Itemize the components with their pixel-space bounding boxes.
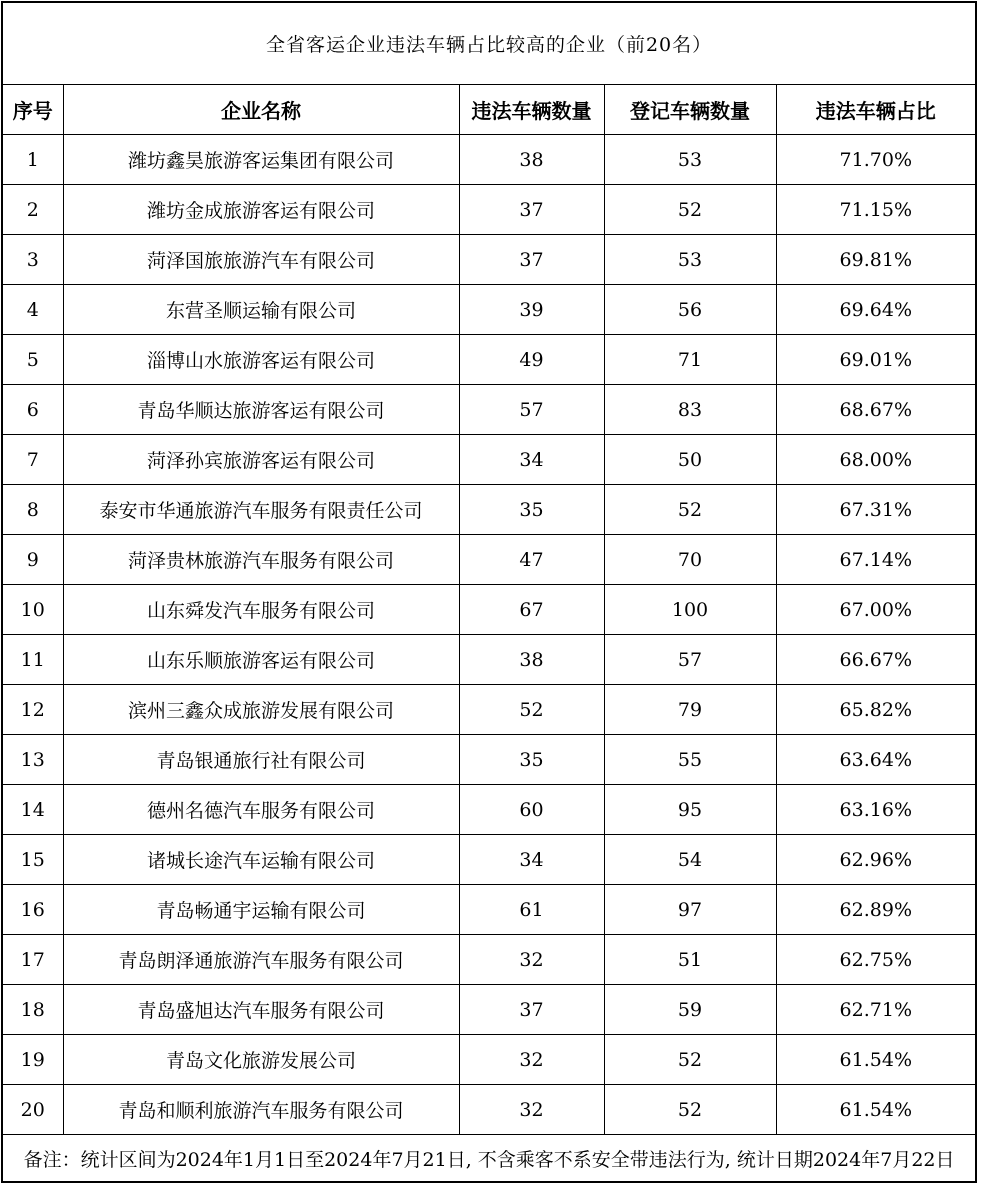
company-name-cell: 山东舜发汽车服务有限公司 [63,585,459,635]
registered-count-cell: 83 [604,385,776,435]
company-name-cell: 青岛和顺利旅游汽车服务有限公司 [63,1085,459,1135]
table-row [2,1035,976,1085]
row-index-cell: 15 [2,835,63,885]
table-row [2,485,976,535]
company-name-cell: 青岛盛旭达汽车服务有限公司 [63,985,459,1035]
illegal-ratio-cell: 68.67% [776,385,976,435]
table-row [2,635,976,685]
table-row [2,885,976,935]
table-row [2,535,976,585]
registered-count-cell: 52 [604,485,776,535]
registered-count-cell: 53 [604,235,776,285]
company-name-cell: 德州名德汽车服务有限公司 [63,785,459,835]
illegal-ratio-cell: 69.01% [776,335,976,385]
row-index-cell: 20 [2,1085,63,1135]
company-name-cell: 青岛文化旅游发展公司 [63,1035,459,1085]
illegal-ratio-cell: 62.96% [776,835,976,885]
table-row [2,235,976,285]
table-row [2,385,976,435]
illegal-count-cell: 67 [459,585,604,635]
registered-count-cell: 56 [604,285,776,335]
column-header-index: 序号 [2,85,63,135]
table-row [2,685,976,735]
row-index-cell: 6 [2,385,63,435]
company-name-cell: 青岛银通旅行社有限公司 [63,735,459,785]
row-index-cell: 7 [2,435,63,485]
illegal-count-cell: 37 [459,235,604,285]
registered-count-cell: 57 [604,635,776,685]
illegal-count-cell: 61 [459,885,604,935]
illegal-count-cell: 34 [459,435,604,485]
registered-count-cell: 55 [604,735,776,785]
row-index-cell: 8 [2,485,63,535]
title-row [2,2,976,85]
illegal-ratio-cell: 62.89% [776,885,976,935]
illegal-count-cell: 60 [459,785,604,835]
company-name-cell: 青岛华顺达旅游客运有限公司 [63,385,459,435]
illegal-ratio-cell: 63.64% [776,735,976,785]
illegal-ratio-cell: 62.75% [776,935,976,985]
illegal-ratio-cell: 65.82% [776,685,976,735]
illegal-count-cell: 37 [459,985,604,1035]
illegal-count-cell: 32 [459,935,604,985]
row-index-cell: 1 [2,135,63,185]
illegal-count-cell: 37 [459,185,604,235]
table-header-row [2,85,976,135]
table-row [2,785,976,835]
row-index-cell: 3 [2,235,63,285]
column-header-illegal-ratio: 违法车辆占比 [776,85,976,135]
row-index-cell: 19 [2,1035,63,1085]
table-row [2,135,976,185]
registered-count-cell: 50 [604,435,776,485]
table-row [2,985,976,1035]
illegal-ratio-cell: 71.70% [776,135,976,185]
company-name-cell: 菏泽孙宾旅游客运有限公司 [63,435,459,485]
registered-count-cell: 52 [604,1035,776,1085]
registered-count-cell: 51 [604,935,776,985]
registered-count-cell: 100 [604,585,776,635]
row-index-cell: 16 [2,885,63,935]
table-body [2,135,976,1135]
illegal-count-cell: 38 [459,135,604,185]
illegal-count-cell: 38 [459,635,604,685]
registered-count-cell: 97 [604,885,776,935]
registered-count-cell: 70 [604,535,776,585]
illegal-ratio-cell: 62.71% [776,985,976,1035]
registered-count-cell: 95 [604,785,776,835]
company-name-cell: 菏泽贵林旅游汽车服务有限公司 [63,535,459,585]
illegal-count-cell: 57 [459,385,604,435]
company-name-cell: 青岛朗泽通旅游汽车服务有限公司 [63,935,459,985]
company-name-cell: 潍坊鑫昊旅游客运集团有限公司 [63,135,459,185]
registered-count-cell: 52 [604,1085,776,1135]
illegal-ratio-cell: 63.16% [776,785,976,835]
table-row [2,935,976,985]
table-row [2,1085,976,1135]
company-name-cell: 诸城长途汽车运输有限公司 [63,835,459,885]
table-row [2,185,976,235]
table-row [2,435,976,485]
row-index-cell: 5 [2,335,63,385]
table-row [2,335,976,385]
registered-count-cell: 59 [604,985,776,1035]
company-name-cell: 菏泽国旅旅游汽车有限公司 [63,235,459,285]
illegal-ratio-cell: 67.14% [776,535,976,585]
company-name-cell: 东营圣顺运输有限公司 [63,285,459,335]
ranking-table [1,1,977,1183]
illegal-ratio-cell: 69.81% [776,235,976,285]
illegal-ratio-cell: 67.31% [776,485,976,535]
column-header-company-name: 企业名称 [63,85,459,135]
registered-count-cell: 71 [604,335,776,385]
company-name-cell: 滨州三鑫众成旅游发展有限公司 [63,685,459,735]
registered-count-cell: 53 [604,135,776,185]
illegal-count-cell: 32 [459,1035,604,1085]
illegal-count-cell: 35 [459,735,604,785]
row-index-cell: 13 [2,735,63,785]
illegal-count-cell: 52 [459,685,604,735]
row-index-cell: 10 [2,585,63,635]
illegal-ratio-cell: 69.64% [776,285,976,335]
company-name-cell: 山东乐顺旅游客运有限公司 [63,635,459,685]
footnote: 备注：统计区间为2024年1月1日至2024年7月21日, 不含乘客不系安全带违法行为, 统计日期2024年7月22日 [2,1135,976,1183]
footnote-row [2,1135,976,1183]
illegal-count-cell: 32 [459,1085,604,1135]
row-index-cell: 9 [2,535,63,585]
row-index-cell: 2 [2,185,63,235]
table-row [2,585,976,635]
illegal-count-cell: 49 [459,335,604,385]
illegal-count-cell: 35 [459,485,604,535]
illegal-ratio-cell: 67.00% [776,585,976,635]
table-row [2,285,976,335]
illegal-count-cell: 34 [459,835,604,885]
illegal-ratio-cell: 66.67% [776,635,976,685]
table-row [2,835,976,885]
registered-count-cell: 54 [604,835,776,885]
report-sheet [1,1,975,1183]
page-title: 全省客运企业违法车辆占比较高的企业（前20名） [2,2,976,85]
registered-count-cell: 52 [604,185,776,235]
illegal-ratio-cell: 71.15% [776,185,976,235]
column-header-illegal-count: 违法车辆数量 [459,85,604,135]
row-index-cell: 18 [2,985,63,1035]
illegal-ratio-cell: 61.54% [776,1035,976,1085]
company-name-cell: 潍坊金成旅游客运有限公司 [63,185,459,235]
row-index-cell: 11 [2,635,63,685]
illegal-count-cell: 39 [459,285,604,335]
row-index-cell: 12 [2,685,63,735]
company-name-cell: 青岛畅通宇运输有限公司 [63,885,459,935]
company-name-cell: 泰安市华通旅游汽车服务有限责任公司 [63,485,459,535]
illegal-ratio-cell: 68.00% [776,435,976,485]
table-row [2,735,976,785]
column-header-registered-count: 登记车辆数量 [604,85,776,135]
company-name-cell: 淄博山水旅游客运有限公司 [63,335,459,385]
illegal-ratio-cell: 61.54% [776,1085,976,1135]
row-index-cell: 14 [2,785,63,835]
row-index-cell: 17 [2,935,63,985]
registered-count-cell: 79 [604,685,776,735]
illegal-count-cell: 47 [459,535,604,585]
row-index-cell: 4 [2,285,63,335]
